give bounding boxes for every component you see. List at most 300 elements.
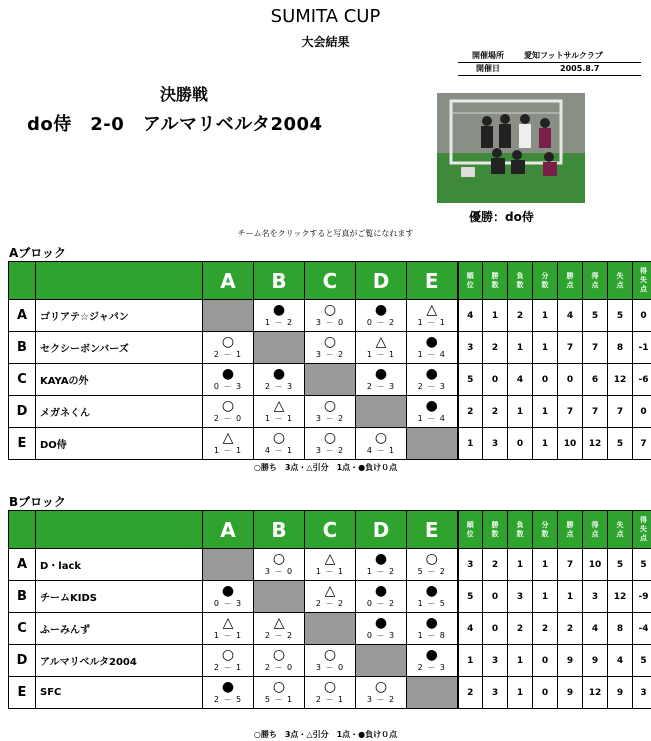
self-match-cell [356, 645, 407, 677]
team-row [9, 300, 651, 332]
team-name-link[interactable]: D・lack [36, 549, 203, 581]
result-symbol: △ [324, 551, 336, 567]
result-symbol: ● [425, 334, 438, 350]
team-row [9, 332, 651, 364]
stat-value: 7 [583, 332, 608, 364]
stat-header-char: 点 [616, 529, 624, 538]
result-symbol: ○ [272, 679, 286, 695]
stat-value: 5 [583, 300, 608, 332]
self-match-cell [254, 332, 305, 364]
match-result-cell [407, 332, 458, 364]
result-symbol: ○ [323, 334, 337, 350]
stat-header-char: 位 [466, 529, 474, 538]
result-symbol: ○ [374, 430, 388, 446]
result-symbol: ● [221, 679, 235, 695]
stat-value: 3 [483, 677, 508, 709]
stat-value: 1 [533, 396, 558, 428]
match-score: 2 － 0 [264, 663, 294, 672]
stat-value: 0 [483, 364, 508, 396]
team-row [9, 613, 651, 645]
match-score: 3 － 2 [315, 446, 345, 455]
stat-value: 4 [608, 645, 633, 677]
date-value: 2005.8.7 [560, 64, 600, 73]
result-symbol: △ [426, 302, 438, 318]
stat-header-char: 数 [491, 280, 499, 289]
match-score: 3 － 2 [315, 350, 345, 359]
team-name-link[interactable]: ゴリアテ☆ジャパン [36, 300, 203, 332]
stat-header-char: 得 [640, 516, 647, 524]
result-symbol: ○ [323, 302, 337, 318]
column-header-stat [533, 262, 558, 300]
stat-value: 0 [633, 396, 651, 428]
team-row [9, 677, 651, 709]
stat-value: 2 [558, 613, 583, 645]
match-result-cell [407, 581, 458, 613]
match-result-cell [356, 549, 407, 581]
match-result-cell [254, 645, 305, 677]
match-result-cell [305, 581, 356, 613]
team-name-link[interactable]: アルマリベルタ2004 [36, 645, 203, 677]
match-result-cell [254, 396, 305, 428]
stat-value: 12 [608, 364, 633, 396]
stat-header-char: 失 [616, 271, 624, 280]
column-header-team: D [356, 262, 407, 300]
header-row [9, 262, 651, 300]
match-score: 3 － 0 [315, 318, 345, 327]
row-letter: D [9, 396, 36, 428]
stat-header-char: 得 [640, 267, 647, 275]
match-score: 1 － 5 [417, 599, 446, 608]
stat-value: 1 [533, 332, 558, 364]
match-score: 1 － 2 [366, 567, 396, 576]
header-row [9, 511, 651, 549]
result-symbol: ● [374, 366, 388, 382]
self-match-cell [407, 428, 458, 460]
row-letter: B [9, 581, 36, 613]
match-score: 2 － 3 [366, 382, 396, 391]
stat-header-char: 失 [640, 525, 647, 533]
column-header-stat [608, 511, 633, 549]
stat-header-char: 勝 [566, 271, 574, 280]
stat-value: 1 [533, 300, 558, 332]
stat-value: 1 [458, 645, 483, 677]
column-header-stat [633, 262, 651, 300]
winner-label: 優勝：do侍 [469, 210, 534, 224]
column-header-stat [533, 511, 558, 549]
result-symbol: ○ [323, 679, 337, 695]
match-score: 2 － 1 [315, 695, 345, 704]
stat-value: 5 [608, 549, 633, 581]
self-match-cell [407, 677, 458, 709]
column-header-team: C [305, 262, 356, 300]
result-symbol: ● [221, 366, 235, 382]
stat-value: 7 [558, 549, 583, 581]
stat-header-char: 分 [541, 520, 549, 529]
column-header-team: D [356, 511, 407, 549]
stat-header-char: 数 [516, 280, 524, 289]
column-header-team: A [203, 511, 254, 549]
team-row [9, 364, 651, 396]
match-score: 1 － 1 [315, 567, 345, 576]
column-header-team: B [254, 511, 305, 549]
team-name-link[interactable]: DO侍 [36, 428, 203, 460]
stat-value: 0 [508, 428, 533, 460]
match-score: 3 － 2 [366, 695, 396, 704]
match-result-cell [407, 549, 458, 581]
venue-value: 愛知フットサルクラブ [524, 51, 603, 60]
team-name-link[interactable]: ふーみんず [36, 613, 203, 645]
match-result-cell [203, 581, 254, 613]
match-score: 1 － 4 [417, 350, 446, 359]
stat-value: 3 [483, 428, 508, 460]
match-result-cell [356, 428, 407, 460]
result-symbol: ○ [272, 430, 286, 446]
stat-header-char: 点 [591, 529, 599, 538]
self-match-cell [203, 300, 254, 332]
result-symbol: ○ [425, 551, 438, 567]
stat-header-char: 得 [591, 520, 599, 529]
match-score: 3 － 0 [264, 567, 294, 576]
stat-value: 7 [633, 428, 651, 460]
match-score: 1 － 2 [264, 318, 294, 327]
stat-header-char: 失 [640, 276, 647, 284]
stat-value: 2 [483, 549, 508, 581]
column-header-stat [583, 511, 608, 549]
stat-value: 9 [558, 677, 583, 709]
match-result-cell [305, 677, 356, 709]
venue-info [458, 50, 641, 76]
stat-value: 0 [533, 645, 558, 677]
stat-value: 1 [508, 677, 533, 709]
legend-b: ○勝ち 3点・△引分 1点・●負け０点 [253, 730, 398, 739]
result-symbol: ● [272, 366, 286, 382]
date-label: 開催日 [476, 64, 500, 73]
stat-value: 2 [483, 332, 508, 364]
column-header-stat [608, 262, 633, 300]
match-score: 1 － 1 [417, 318, 446, 327]
stat-value: 5 [458, 581, 483, 613]
page-subtitle: 大会結果 [301, 35, 350, 49]
match-result-cell [203, 677, 254, 709]
header-name [36, 511, 203, 549]
match-score: 1 － 1 [264, 414, 294, 423]
team-photo [437, 93, 585, 203]
stat-value: 5 [633, 645, 651, 677]
self-match-cell [254, 581, 305, 613]
team-name-link[interactable]: SFC [36, 677, 203, 709]
stat-value: 5 [608, 428, 633, 460]
match-result-cell [254, 428, 305, 460]
result-symbol: △ [273, 398, 285, 414]
stat-header-char: 順 [466, 271, 474, 280]
self-match-cell [203, 549, 254, 581]
stat-value: 10 [583, 549, 608, 581]
stat-header-char: 勝 [491, 520, 499, 529]
match-result-cell [254, 364, 305, 396]
result-symbol: ○ [323, 647, 337, 663]
column-header-stat [633, 511, 651, 549]
team-name-link[interactable]: KAYAの外 [36, 364, 203, 396]
match-score: 1 － 1 [213, 446, 243, 455]
stat-header-char: 点 [566, 529, 574, 538]
row-letter: E [9, 428, 36, 460]
stat-value: 0 [483, 613, 508, 645]
stat-value: 10 [558, 428, 583, 460]
stat-value: 1 [508, 396, 533, 428]
stat-value: 9 [608, 677, 633, 709]
result-symbol: △ [222, 615, 234, 631]
match-score: 5 － 2 [417, 567, 446, 576]
stat-value: 2 [533, 613, 558, 645]
match-score: 0 － 2 [366, 318, 396, 327]
column-header-stat [508, 511, 533, 549]
venue-row [458, 50, 641, 63]
stat-value: 4 [458, 613, 483, 645]
result-symbol: ○ [323, 398, 337, 414]
stat-value: 3 [508, 581, 533, 613]
match-result-cell [356, 300, 407, 332]
stat-value: 1 [533, 549, 558, 581]
stat-value: 7 [583, 396, 608, 428]
stat-value: 0 [533, 364, 558, 396]
result-symbol: △ [222, 430, 234, 446]
row-letter: E [9, 677, 36, 709]
row-letter: A [9, 300, 36, 332]
column-header-stat [558, 511, 583, 549]
match-score: 0 － 3 [213, 382, 243, 391]
match-result-cell [356, 364, 407, 396]
result-symbol: △ [273, 615, 285, 631]
stat-value: 3 [633, 677, 651, 709]
stat-value: 5 [633, 549, 651, 581]
column-header-team: B [254, 262, 305, 300]
stat-value: 9 [583, 645, 608, 677]
result-symbol: △ [324, 583, 336, 599]
stat-header-char: 負 [516, 520, 524, 529]
final-label: 決勝戦 [160, 85, 209, 104]
row-letter: C [9, 364, 36, 396]
stat-header-char: 負 [516, 271, 524, 280]
stat-value: 4 [558, 300, 583, 332]
row-letter: D [9, 645, 36, 677]
match-score: 2 － 3 [417, 382, 446, 391]
match-score: 0 － 3 [213, 599, 243, 608]
column-header-stat [458, 511, 483, 549]
match-score: 0 － 2 [366, 599, 396, 608]
column-header-stat [458, 262, 483, 300]
stat-value: 0 [483, 581, 508, 613]
stat-value: 5 [458, 364, 483, 396]
stat-header-char: 数 [541, 529, 549, 538]
result-symbol: △ [375, 334, 387, 350]
block-b-title: Bブロック [9, 495, 66, 509]
row-letter: C [9, 613, 36, 645]
team-row [9, 396, 651, 428]
match-result-cell [203, 396, 254, 428]
stat-value: -4 [633, 613, 651, 645]
self-match-cell [356, 396, 407, 428]
stat-header-char: 点 [566, 280, 574, 289]
match-result-cell [203, 364, 254, 396]
team-name-link[interactable]: セクシーボンバーズ [36, 332, 203, 364]
match-score: 2 － 1 [213, 350, 243, 359]
stat-header-char: 点 [616, 280, 624, 289]
column-header-team: A [203, 262, 254, 300]
match-score: 1 － 4 [417, 414, 446, 423]
header-name [36, 262, 203, 300]
stat-header-char: 数 [516, 529, 524, 538]
team-row [9, 645, 651, 677]
stat-value: 6 [583, 364, 608, 396]
result-symbol: ● [374, 615, 388, 631]
match-score: 0 － 3 [366, 631, 396, 640]
stat-value: 8 [608, 332, 633, 364]
result-symbol: ● [425, 647, 438, 663]
team-photo-image [437, 93, 585, 203]
result-symbol: ● [374, 583, 388, 599]
match-result-cell [305, 428, 356, 460]
match-score: 2 － 0 [213, 414, 243, 423]
stat-value: 4 [458, 300, 483, 332]
match-result-cell [305, 332, 356, 364]
match-result-cell [407, 613, 458, 645]
stat-value: 1 [508, 332, 533, 364]
stat-header-char: 得 [591, 271, 599, 280]
match-result-cell [254, 613, 305, 645]
stat-header-char: 点 [640, 534, 647, 542]
result-symbol: ● [425, 615, 438, 631]
team-row [9, 428, 651, 460]
header-corner [9, 511, 36, 549]
match-score: 2 － 3 [417, 663, 446, 672]
column-header-team: E [407, 511, 458, 549]
column-header-stat [483, 262, 508, 300]
result-symbol: ○ [221, 334, 235, 350]
column-header-stat [483, 511, 508, 549]
row-letter: A [9, 549, 36, 581]
click-note: チーム名をクリックすると写真がご覧になれます [237, 229, 414, 238]
result-symbol: ● [425, 583, 438, 599]
match-score: 2 － 1 [213, 663, 243, 672]
result-symbol: ○ [221, 647, 235, 663]
stat-value: 3 [458, 549, 483, 581]
match-score: 2 － 3 [264, 382, 294, 391]
stat-value: 1 [458, 428, 483, 460]
match-result-cell [407, 396, 458, 428]
result-symbol: ○ [221, 398, 235, 414]
legend-a: ○勝ち 3点・△引分 1点・●負け０点 [253, 463, 398, 472]
result-symbol: ○ [272, 551, 286, 567]
stat-value: 0 [633, 300, 651, 332]
stat-value: 1 [533, 428, 558, 460]
column-header-stat [583, 262, 608, 300]
match-score: 3 － 0 [315, 663, 345, 672]
match-result-cell [203, 332, 254, 364]
stat-value: -1 [633, 332, 651, 364]
column-header-stat [508, 262, 533, 300]
stat-value: 2 [458, 677, 483, 709]
stat-value: 12 [583, 677, 608, 709]
team-name-link[interactable]: チームKIDS [36, 581, 203, 613]
stat-value: 1 [558, 581, 583, 613]
block-a-title: Aブロック [9, 246, 67, 260]
match-result-cell [254, 677, 305, 709]
match-result-cell [305, 300, 356, 332]
stat-header-char: 分 [541, 271, 549, 280]
match-result-cell [356, 613, 407, 645]
column-header-stat [558, 262, 583, 300]
match-score: 2 － 5 [213, 695, 243, 704]
self-match-cell [305, 364, 356, 396]
stat-value: 12 [608, 581, 633, 613]
stat-value: -6 [633, 364, 651, 396]
result-symbol: ● [374, 302, 388, 318]
column-header-team: E [407, 262, 458, 300]
match-result-cell [203, 613, 254, 645]
stat-value: 4 [508, 364, 533, 396]
match-score: 4 － 1 [264, 446, 294, 455]
match-result-cell [407, 300, 458, 332]
team-row [9, 549, 651, 581]
stat-value: 8 [608, 613, 633, 645]
row-letter: B [9, 332, 36, 364]
stat-value: 7 [608, 396, 633, 428]
stat-value: 1 [508, 645, 533, 677]
match-score: 1 － 8 [417, 631, 446, 640]
stat-value: 1 [483, 300, 508, 332]
result-symbol: ● [425, 398, 438, 414]
stat-value: 2 [458, 396, 483, 428]
self-match-cell [305, 613, 356, 645]
stat-value: 7 [558, 332, 583, 364]
match-score: 3 － 2 [315, 414, 345, 423]
stat-value: 2 [508, 613, 533, 645]
stat-value: 12 [583, 428, 608, 460]
stat-header-char: 失 [616, 520, 624, 529]
stat-value: 2 [508, 300, 533, 332]
page-title: SUMITA CUP [270, 6, 381, 27]
result-symbol: ● [374, 551, 388, 567]
stat-header-char: 勝 [566, 520, 574, 529]
stat-value: 4 [583, 613, 608, 645]
match-score: 1 － 1 [366, 350, 396, 359]
stat-value: -9 [633, 581, 651, 613]
block-b-table [8, 510, 651, 709]
team-name-link[interactable]: メガネくん [36, 396, 203, 428]
stat-value: 7 [558, 396, 583, 428]
match-score: 4 － 1 [366, 446, 396, 455]
team-row [9, 581, 651, 613]
stat-value: 2 [483, 396, 508, 428]
match-result-cell [254, 300, 305, 332]
match-score: 1 － 1 [213, 631, 243, 640]
match-result-cell [305, 549, 356, 581]
stat-header-char: 点 [640, 285, 647, 293]
stat-value: 5 [608, 300, 633, 332]
stat-header-char: 数 [491, 529, 499, 538]
match-result-cell [407, 364, 458, 396]
block-a-table [8, 261, 651, 460]
stat-value: 1 [508, 549, 533, 581]
stat-header-char: 数 [541, 280, 549, 289]
stat-header-char: 勝 [491, 271, 499, 280]
match-score: 5 － 1 [264, 695, 294, 704]
match-result-cell [203, 645, 254, 677]
result-symbol: ○ [374, 679, 388, 695]
stat-value: 3 [583, 581, 608, 613]
stat-value: 1 [533, 581, 558, 613]
stat-header-char: 位 [466, 280, 474, 289]
